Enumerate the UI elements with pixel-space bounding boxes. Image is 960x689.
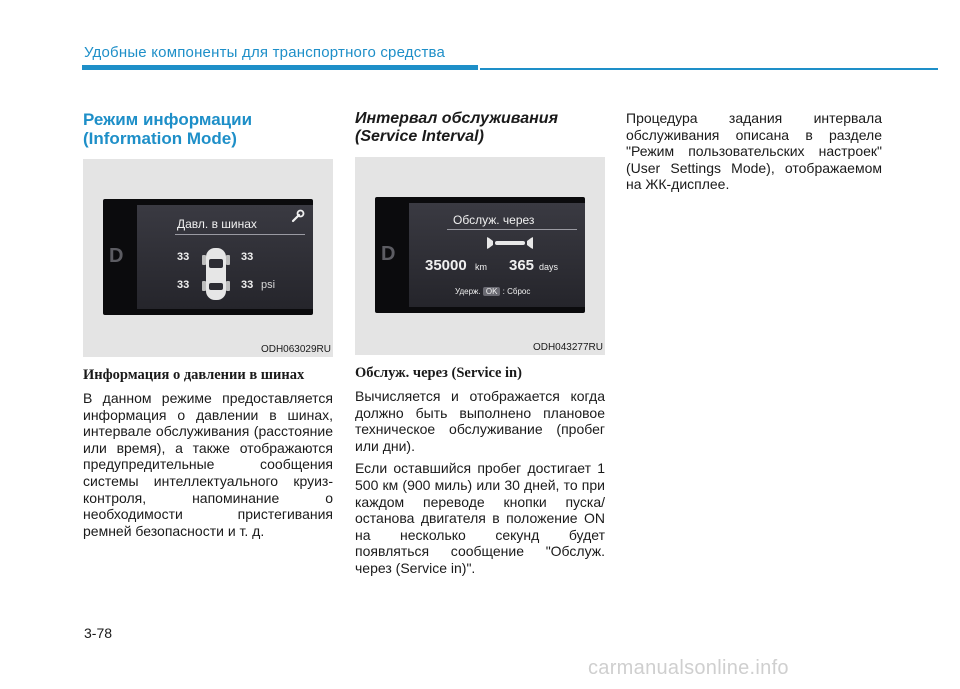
tire-pressure-fl: 33	[177, 251, 190, 263]
screen-title-underline	[447, 229, 577, 230]
figure-code: ODH063029RU	[260, 344, 331, 355]
service-days: 365	[509, 257, 535, 274]
wrench-icon	[487, 235, 533, 251]
section-title-service-interval	[355, 110, 605, 146]
hint-reset: : Сброс	[502, 287, 531, 296]
header-rule-thin	[480, 68, 938, 70]
body-paragraph-1: Вычисляется и отображается когда должно быть выполнено плановое техническое обслуживание (пробег или дни).	[355, 388, 605, 454]
days-unit: days	[539, 262, 559, 272]
pressure-unit: psi	[261, 279, 276, 291]
screen-title: Обслуж. через	[453, 213, 535, 227]
body-paragraph: Процедура задания интервала обслуживания описана в разделе "Режим пользовательских настроек" (User Settings Mode), отображаемом на ЖК-дисплее.	[626, 110, 882, 193]
reset-hint	[455, 287, 530, 296]
subheading-tire-pressure: Информация о давлении в шинах	[83, 367, 305, 383]
header-rule-thick	[82, 65, 478, 70]
service-distance: 35000	[425, 257, 467, 274]
screen-title-underline	[175, 234, 305, 235]
title-line-2: (Service Interval)	[355, 128, 484, 145]
title-line-1: Интервал обслуживания	[355, 110, 558, 127]
title-line-2: (Information Mode)	[83, 129, 237, 148]
lcd-screen	[103, 199, 313, 315]
lcd-display	[137, 205, 313, 309]
tire-pressure-fr: 33	[241, 251, 254, 263]
distance-unit: km	[475, 262, 487, 272]
tire-pressure-rr: 33	[241, 279, 254, 291]
lcd-display	[409, 203, 585, 307]
column-information-mode	[83, 110, 333, 539]
gear-indicator: D	[109, 245, 124, 267]
subheading-service-in: Обслуж. через (Service in)	[355, 365, 522, 381]
watermark: carmanualsonline.info	[588, 657, 789, 679]
screen-title: Давл. в шинах	[177, 217, 257, 231]
tire-pressure-rl: 33	[177, 279, 190, 291]
figure-tire-pressure	[83, 159, 333, 357]
gear-indicator: D	[381, 243, 396, 265]
hint-hold: Удерж.	[455, 287, 481, 296]
figure-service-interval	[355, 157, 605, 355]
column-procedure-note	[626, 110, 882, 193]
body-paragraph-2: Если оставшийся пробег достигает 1 500 км (900 миль) или 30 дней, то при каждом переводе кнопки пуска/останова двигателя в положение ON на несколько секунд будет появляться сообщение "Обслуж. через (Service in)".	[355, 460, 605, 576]
page-number: 3-78	[84, 625, 113, 641]
column-service-interval	[355, 110, 605, 577]
ok-key-badge: OK	[483, 287, 501, 296]
wrench-icon	[291, 209, 305, 223]
body-paragraph: В данном режиме предоставляется информация о давлении в шинах, интервале обслуживания (расстояние или время), а также отображаются предупредительные сообщения системы интеллектуального круиз-контроля, напоминание о необходимости пристегивания ремней безопасности и т. д.	[83, 390, 333, 539]
title-line-1: Режим информации	[83, 110, 253, 129]
lcd-screen	[375, 197, 585, 313]
figure-code: ODH043277RU	[532, 342, 603, 353]
section-title-information-mode	[83, 110, 333, 148]
header-title: Удобные компоненты для транспортного средства	[84, 44, 446, 61]
car-top-view-icon	[201, 245, 231, 303]
